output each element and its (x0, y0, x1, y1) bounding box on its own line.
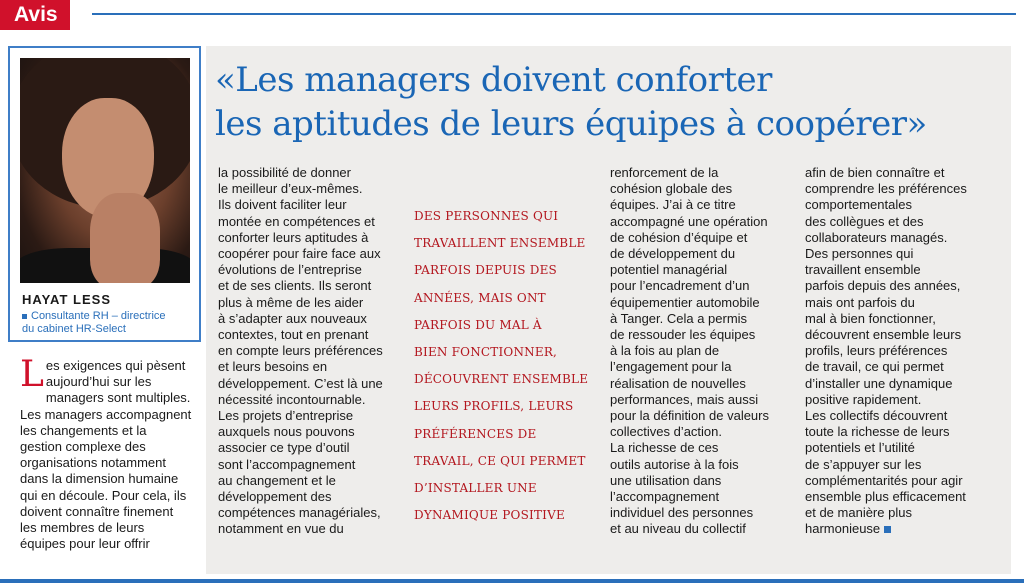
text-line: D’INSTALLER UNE (414, 481, 537, 496)
text-line: pour la définition de valeurs (610, 408, 769, 424)
text-line: et de manière plus (805, 505, 912, 521)
article-column-5 (805, 165, 1005, 538)
text-line: et au niveau du collectif (610, 521, 746, 537)
text-line: de travail, ce qui permet (805, 359, 944, 375)
text-line: gestion complexe des (20, 439, 146, 455)
text-line: toute la richesse de leurs (805, 424, 950, 440)
text-line: accompagné une opération (610, 213, 768, 229)
text-line: complémentarités pour agir (805, 472, 963, 488)
text-line: à Tanger. Cela a permis (610, 310, 748, 326)
headline-line: les aptitudes de leurs équipes à coopérer» (215, 104, 927, 144)
text-line: développement. C’est là une (218, 375, 383, 391)
text-line: qui en découle. Pour cela, ils (20, 487, 187, 503)
text-line: des collègues et des (805, 213, 924, 229)
text-line: TRAVAIL, CE QUI PERMET (414, 453, 586, 468)
text-line: profils, leurs préférences (805, 343, 948, 359)
text-line: DES PERSONNES QUI (414, 209, 559, 223)
text-line: afin de bien connaître et (805, 165, 945, 180)
text-line: associer ce type d’outil (218, 440, 350, 456)
text-line: DÉCOUVRENT ENSEMBLE (414, 372, 589, 387)
text-line: organisations notamment (20, 455, 166, 471)
text-line: équipes pour leur offrir (20, 536, 150, 552)
text-line: développement des (218, 489, 332, 505)
author-card (8, 46, 201, 342)
text-line: collectives d’action. (610, 424, 722, 440)
text-line: de s’appuyer sur les (805, 456, 922, 472)
text-line: PARFOIS DU MAL À (414, 317, 542, 332)
text-line (805, 521, 1005, 537)
text-line: en compte leurs préférences (218, 343, 383, 359)
text-line: une utilisation dans (610, 472, 722, 488)
end-mark-icon (884, 526, 891, 533)
drop-cap: L (20, 354, 44, 395)
text-line: parfois depuis des années, (805, 278, 961, 294)
text-line: nécessité incontournable. (218, 391, 366, 407)
text-line: réalisation de nouvelles (610, 375, 746, 391)
text-line: d’installer une dynamique (805, 375, 953, 391)
text-line: Ils doivent faciliter leur (218, 197, 347, 213)
text-line: l’engagement pour la (610, 359, 732, 375)
text-line: aujourd’hui sur les (45, 374, 152, 390)
text-line: travaillent ensemble (805, 262, 921, 278)
text-line: LEURS PROFILS, LEURS (414, 399, 574, 414)
article-headline (215, 58, 1005, 146)
text-line: notamment en vue du (218, 521, 344, 537)
text-line: compétences managériales, (218, 505, 381, 521)
author-photo (20, 58, 190, 283)
text-line: collaborateurs managés. (805, 229, 948, 245)
footer-rule (0, 579, 1024, 583)
text-line: les membres de leurs (20, 520, 145, 536)
text-line: potentiels et l’utilité (805, 440, 915, 456)
header-bar (0, 0, 1024, 40)
text-line: Les collectifs découvrent (805, 408, 948, 424)
text-line: potentiel managérial (610, 262, 728, 278)
text-line: équipementier automobile (610, 294, 760, 310)
text-line: ensemble plus efficacement (805, 489, 966, 505)
section-tag: Avis (0, 0, 70, 30)
text-line: cohésion globale des (610, 181, 733, 197)
text-line: et de ses clients. Ils seront (218, 278, 372, 294)
text-line: doivent connaître finement (20, 503, 174, 519)
text-line: à s’adapter aux nouveaux (218, 310, 367, 326)
text-line: DYNAMIQUE POSITIVE (414, 508, 565, 523)
text-line: dans la dimension humaine (20, 471, 179, 487)
text-line: Des personnes qui (805, 246, 914, 262)
text-line: Les projets d’entreprise (218, 408, 354, 424)
text-line: plus à même de les aider (218, 294, 364, 310)
text-line: auxquels nous pouvons (218, 424, 355, 440)
text-line: positive rapidement. (805, 391, 922, 407)
text-line: coopérer pour faire face aux (218, 246, 381, 262)
text-line: de ressouder les équipes (610, 327, 756, 343)
author-role-line: du cabinet HR-Select (22, 323, 126, 335)
text-line: montée en compétences et (218, 213, 375, 229)
text-line: TRAVAILLENT ENSEMBLE (414, 236, 586, 251)
author-role-line: Consultante RH – directrice (31, 310, 166, 322)
text-line: évolutions de l’entreprise (218, 262, 362, 278)
bullet-square-icon (22, 314, 27, 319)
text-line: mal à bien fonctionner, (805, 310, 936, 326)
text-line: la possibilité de donner (218, 165, 351, 180)
text-line: mais ont parfois du (805, 294, 915, 310)
text-line: sont l’accompagnement (218, 456, 356, 472)
text-line: outils autorise à la fois (610, 456, 739, 472)
text-line: l’accompagnement (610, 489, 720, 505)
text-line: ANNÉES, MAIS ONT (414, 290, 546, 305)
text-line: es exigences qui pèsent (45, 358, 186, 373)
header-rule (92, 13, 1016, 15)
text-line: le meilleur d’eux-mêmes. (218, 181, 363, 197)
text-line: les changements et la (20, 422, 147, 438)
text-line: de développement du (610, 246, 736, 262)
text-line: contextes, tout en prenant (218, 327, 369, 343)
text-line: managers sont multiples. (45, 390, 191, 406)
text-line: renforcement de la (610, 165, 719, 180)
author-name: HAYAT LESS (22, 292, 111, 307)
text-line: et leurs besoins en (218, 359, 328, 375)
text-line: équipes. J’ai à ce titre (610, 197, 736, 213)
author-role (22, 310, 194, 336)
text-line: PRÉFÉRENCES DE (414, 426, 537, 441)
text-line: au changement et le (218, 472, 336, 488)
text-line: BIEN FONCTIONNER, (414, 345, 558, 360)
text-line: PARFOIS DEPUIS DES (414, 263, 557, 278)
text-line-content: harmonieuse (805, 521, 881, 537)
article-column-1 (20, 354, 200, 552)
text-line: individuel des personnes (610, 505, 754, 521)
article-column-2 (218, 165, 403, 538)
pull-quote (414, 203, 600, 529)
text-line: Les managers accompagnent (20, 406, 192, 422)
text-line: découvrent ensemble leurs (805, 327, 962, 343)
text-line: à la fois au plan de (610, 343, 720, 359)
text-line: pour l’encadrement d’un (610, 278, 750, 294)
text-line: de cohésion d’équipe et (610, 229, 748, 245)
text-line: comportementales (805, 197, 912, 213)
text-line: conforter leurs aptitudes à (218, 229, 369, 245)
text-line: La richesse de ces (610, 440, 719, 456)
article-column-4 (610, 165, 795, 538)
text-line: comprendre les préférences (805, 181, 967, 197)
text-line: performances, mais aussi (610, 391, 759, 407)
headline-line: «Les managers doivent conforter (215, 60, 772, 100)
